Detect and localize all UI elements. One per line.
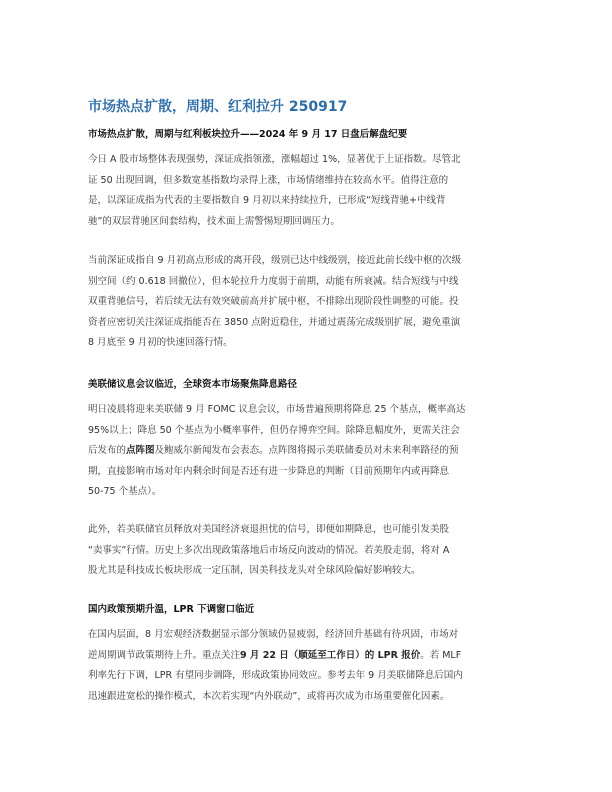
paragraph-line: [88, 666, 528, 687]
paragraph-line: [88, 212, 528, 233]
text-segment: 证 50 出现回调，但多数宽基指数均录得上涨，市场情绪维持在较高水平。值得注意的: [88, 174, 449, 186]
paragraph-line: [88, 333, 528, 354]
paragraph-us-stock-risk: [88, 520, 528, 582]
text-segment: 50-75 个基点）。: [88, 486, 162, 497]
text-segment: 明日凌晨将迎来美联储 9 月 FOMC 议息会议，市场普遍预期将降息 25 个基点，概率高达: [88, 404, 466, 415]
text-segment: 在国内层面，8 月宏观经济数据显示部分领域仍显疲弱，经济回升基础有待巩固，市场对: [88, 629, 459, 640]
paragraph-line: [88, 625, 528, 646]
text-segment: 当前深证成指自 9 月初高点形成的离开段，级别已达中线级别，接近此前长线中枢的次级: [88, 255, 462, 266]
paragraph-technical-analysis: [88, 251, 528, 354]
paragraph-line: [88, 541, 528, 562]
paragraph-lpr-outlook: [88, 625, 528, 707]
text-segment: 利率先行下调，LPR 有望同步调降，形成政策协同效应。参考去年 9 月美联储降息后国内: [88, 670, 463, 681]
paragraph-line: [88, 687, 528, 708]
document-subtitle: 市场热点扩散，周期与红利板块拉升——2024 年 9 月 17 日盘后解盘纪要: [88, 129, 408, 140]
text-segment: 迅速跟进宽松的操作模式，本次若实现“内外联动”，或将再次成为市场重要催化因素。: [88, 690, 450, 702]
text-segment: 是，以深证成指为代表的主要指数自 9 月初以来持续拉升，已形成“短线背驰+中线背: [88, 195, 446, 206]
text-segment: “卖事实”行情。历史上多次出现政策落地后市场反向波动的情况。若美股走弱，将对 A: [88, 544, 450, 556]
text-segment: 后发布的: [88, 445, 127, 456]
paragraph-line: [88, 272, 528, 293]
text-segment: 此外，若美联储官员释放对美国经济衰退担忧的信号，即便如期降息，也可能引发美股: [88, 524, 450, 535]
paragraph-line: [88, 462, 528, 483]
text-segment: 今日 A 股市场整体表现强势，深证成指领涨，涨幅超过 1%，显著优于上证指数。尽管北: [88, 154, 461, 165]
text-segment: 股尤其是科技成长板块形成一定压制，因美科技龙头对全球风险偏好影响较大。: [88, 565, 421, 576]
text-segment: 及鲍威尔新闻发布会表态。点阵图将揭示美联储委员对未来利率路径的预: [154, 445, 459, 456]
paragraph-line: [88, 646, 528, 667]
paragraph-line: [88, 400, 528, 421]
text-segment: 期，直接影响市场对年内剩余时间是否还有进一步降息的判断（目前预期年内或再降息: [88, 465, 450, 477]
text-segment: 95%以上；降息 50 个基点为小概率事件，但仍存博弈空间。除降息幅度外，更需关注会: [88, 424, 460, 436]
emphasis-text: 9 月 22 日（顺延至工作日）的 LPR 报价: [240, 649, 421, 661]
paragraph-line: [88, 313, 528, 334]
text-segment: 别空间（约 0.618 回撤位），但本轮拉升力度弱于前期，动能有所衰减。结合短线与中线: [88, 275, 459, 287]
paragraph-line: [88, 191, 528, 212]
emphasis-text: 点阵图: [126, 445, 155, 456]
text-segment: 逆周期调节政策期待上升。重点关注: [88, 649, 241, 661]
paragraph-line: [88, 520, 528, 541]
paragraph-line: [88, 292, 528, 313]
text-segment: 。若 MLF: [420, 649, 462, 661]
paragraph-line: [88, 421, 528, 442]
paragraph-line: [88, 171, 528, 192]
document-title: 市场热点扩散，周期、红利拉升 250917: [88, 99, 348, 115]
paragraph-line: [88, 482, 528, 503]
text-segment: 双重背驰信号，若后续无法有效突破前高并扩展中枢，不排除出现阶段性调整的可能。投: [88, 296, 459, 307]
paragraph-line: [88, 561, 528, 582]
section-heading-domestic-policy: 国内政策预期升温，LPR 下调窗口临近: [88, 604, 255, 615]
text-segment: 8 月底至 9 月初的快速回落行情。: [88, 337, 233, 348]
paragraph-fomc-expectations: [88, 400, 528, 503]
text-segment: 驰”的双层背驰区间套结构，技术面上需警惕短期回调压力。: [88, 215, 340, 227]
text-segment: 资者应密切关注深证成指能否在 3850 点附近稳住，并通过震荡完成级别扩展，避免重演: [88, 316, 461, 328]
paragraph-line: [88, 441, 528, 462]
paragraph-line: [88, 251, 528, 272]
paragraph-market-overview: [88, 150, 528, 232]
paragraph-line: [88, 150, 528, 171]
section-heading-fed-meeting: 美联储议息会议临近，全球资本市场聚焦降息路径: [88, 379, 298, 390]
